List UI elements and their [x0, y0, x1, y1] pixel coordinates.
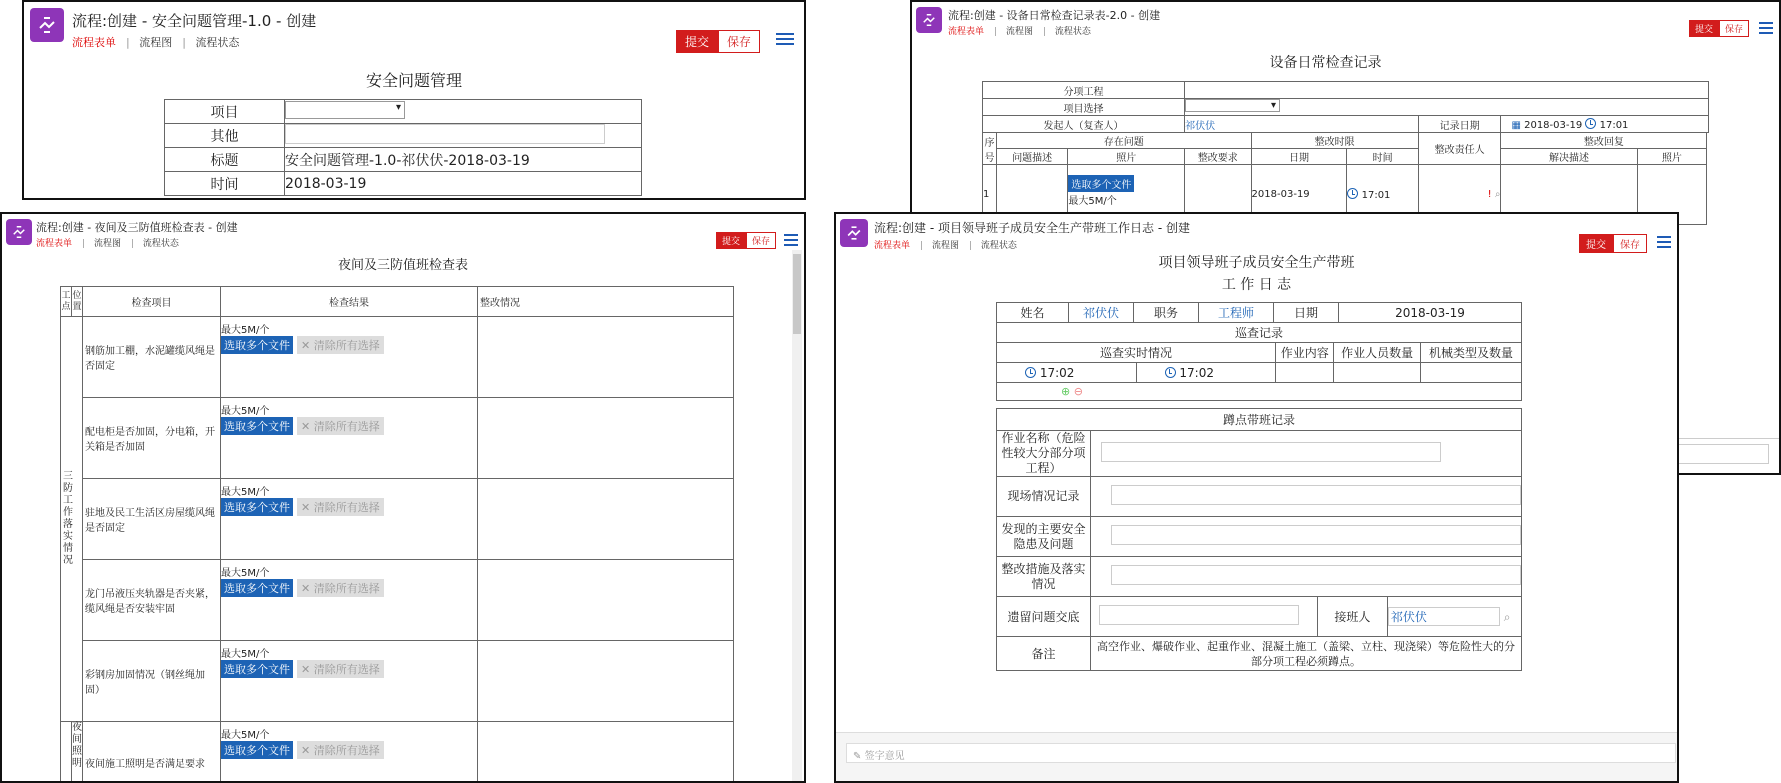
form-table: 分项工程 项目选择 ▾ 发起人（复查人） 祁伏伏 记录日期 ▦ 2018-03-19 17:01 序号 存在问题 整改时限 整改责任人 整改回复 问题描述 照片 整改要求 日期 时间 解决描述 照片 1 选取多个文件 最大5M/个 2018-03-19 17:01 ! ⌕ — [982, 81, 1709, 225]
pick-files-button[interactable]: 选取多个文件 — [1068, 175, 1134, 192]
clock-icon — [1165, 367, 1176, 378]
time-end[interactable]: 17:02 — [1179, 365, 1214, 380]
pick-files-button[interactable]: 选取多个文件 — [221, 579, 293, 597]
max-size-note: 最大5M/个 — [221, 649, 270, 660]
tab-status[interactable]: 流程状态 — [980, 241, 1017, 251]
name-value[interactable]: 祁伏伏 — [1069, 303, 1134, 323]
save-button[interactable]: 保存 — [718, 30, 760, 53]
col-fix: 整改情况 — [478, 287, 734, 317]
col-seq: 序号 — [983, 133, 997, 165]
col-result: 检查结果 — [221, 287, 478, 317]
form-title-line2: 工 作 日 志 — [1221, 277, 1292, 293]
item-label: 驻地及民工生活区房屋缆风绳是否固定 — [83, 479, 221, 560]
tab-status[interactable]: 流程状态 — [142, 239, 179, 249]
window-header — [836, 214, 1677, 254]
tab-status[interactable]: 流程状态 — [1054, 27, 1091, 37]
app-logo-icon — [916, 7, 942, 33]
col-item: 检查项目 — [83, 287, 221, 317]
hazards-input[interactable] — [1111, 525, 1521, 545]
label-remark: 备注 — [997, 637, 1091, 671]
label-record-date: 记录日期 — [1418, 116, 1501, 133]
submit-button[interactable]: 提交 — [716, 232, 746, 249]
col-problem-desc: 问题描述 — [997, 149, 1068, 165]
handover-input[interactable] — [1099, 605, 1299, 625]
sign-input[interactable] — [846, 743, 1676, 763]
col-worker-count: 作业人员数量 — [1334, 343, 1421, 363]
col-site: 工点 — [61, 287, 72, 317]
col-requirement: 整改要求 — [1185, 149, 1251, 165]
label-title: 标题 — [165, 148, 285, 172]
initiator-value[interactable]: 祁伏伏 — [1185, 116, 1419, 133]
label-sub-project: 分项工程 — [983, 82, 1185, 99]
submit-button[interactable]: 提交 — [1579, 234, 1613, 253]
tab-flowchart[interactable]: 流程图 — [931, 241, 959, 251]
table-row — [61, 560, 734, 641]
max-size-note: 最大5M/个 — [221, 325, 270, 336]
menu-icon[interactable] — [784, 231, 798, 249]
save-button[interactable]: 保存 — [746, 232, 776, 249]
form-title: 夜间及三防值班检查表 — [337, 258, 468, 273]
tab-bar: 流程表单 | 流程图 | 流程状态 — [72, 36, 240, 49]
clock-icon — [1585, 118, 1596, 129]
tab-bar: 流程表单 | 流程图 | 流程状态 — [36, 239, 179, 249]
pick-files-button[interactable]: 选取多个文件 — [221, 336, 293, 354]
form-title-line1: 项目领导班子成员安全生产带班 — [1158, 255, 1355, 271]
title-value[interactable]: 安全问题管理-1.0-祁伏伏-2018-03-19 — [285, 148, 642, 172]
search-icon[interactable]: ⌕ — [1494, 189, 1501, 200]
clear-button[interactable]: ✕ 清除所有选择 — [297, 660, 384, 678]
window-title: 流程:创建 - 项目领导班子成员安全生产带班工作日志 - 创建 — [874, 221, 1190, 235]
col-owner: 整改责任人 — [1418, 133, 1501, 165]
window-header — [24, 2, 804, 52]
app-logo-icon — [6, 219, 32, 245]
tab-bar: 流程表单 | 流程图 | 流程状态 — [874, 241, 1017, 251]
form-table — [164, 99, 642, 196]
window-header — [912, 2, 1779, 40]
table-row — [61, 641, 734, 722]
time-value[interactable]: 2018-03-19 — [285, 172, 642, 196]
label-site-record: 现场情况记录 — [997, 477, 1091, 517]
item-label: 夜间施工照明是否满足要求 — [83, 722, 221, 783]
check-table — [60, 286, 734, 783]
tab-flowchart[interactable]: 流程图 — [93, 239, 121, 249]
col-patrol-time: 巡查实时情况 — [997, 343, 1276, 363]
group-label: 夜间照明 — [72, 722, 83, 783]
table-row — [61, 398, 734, 479]
project-select[interactable] — [1185, 99, 1280, 112]
remove-row-icon[interactable]: ⊖ — [1073, 385, 1083, 398]
max-size-note: 最大5M/个 — [221, 730, 270, 741]
clear-button[interactable]: ✕ 清除所有选择 — [297, 579, 384, 597]
label-project-select: 项目选择 — [983, 99, 1185, 116]
search-icon[interactable]: ⌕ — [1503, 610, 1511, 624]
measures-input[interactable] — [1111, 565, 1521, 585]
label-successor: 接班人 — [1317, 597, 1387, 637]
app-logo-icon — [840, 219, 868, 247]
app-logo-icon — [30, 8, 64, 42]
col-deadline: 整改时限 — [1251, 133, 1418, 149]
site-record-input[interactable] — [1111, 485, 1521, 505]
label-initiator: 发起人（复查人） — [983, 116, 1185, 133]
row-number: 1 — [983, 165, 997, 225]
col-work-content: 作业内容 — [1276, 343, 1334, 363]
tab-form[interactable]: 流程表单 — [36, 239, 73, 249]
work-name-input[interactable] — [1101, 442, 1441, 462]
watch-heading: 蹲点带班记录 — [997, 409, 1522, 431]
label-handover: 遗留问题交底 — [997, 597, 1091, 637]
table-row — [61, 317, 734, 398]
label-hazards: 发现的主要安全隐患及问题 — [997, 517, 1091, 557]
col-machine: 机械类型及数量 — [1421, 343, 1522, 363]
label-other: 其他 — [165, 124, 285, 148]
time-start[interactable]: 17:02 — [1039, 365, 1075, 380]
max-size-note: 最大5M/个 — [221, 568, 270, 579]
save-button[interactable]: 保存 — [1613, 234, 1647, 253]
clear-button[interactable]: ✕ 清除所有选择 — [297, 417, 384, 435]
col-date: 日期 — [1251, 149, 1347, 165]
window-title: 流程:创建 - 夜间及三防值班检查表 - 创建 — [36, 221, 238, 234]
col-solution: 解决描述 — [1501, 149, 1637, 165]
table-row — [61, 479, 734, 560]
sub-project-value[interactable] — [1185, 82, 1709, 99]
date-value[interactable]: 2018-03-19 — [1339, 303, 1522, 323]
window-header — [2, 214, 804, 250]
pick-files-button[interactable]: 选取多个文件 — [221, 417, 293, 435]
window-title: 流程:创建 - 安全问题管理-1.0 - 创建 — [72, 12, 317, 30]
tab-form[interactable]: 流程表单 — [874, 241, 911, 251]
col-position: 位置 — [72, 287, 83, 317]
col-time: 时间 — [1347, 149, 1418, 165]
sign-area — [836, 732, 1679, 783]
scrollbar[interactable] — [792, 250, 802, 783]
log-table — [996, 302, 1522, 323]
calendar-icon: ▦ — [1511, 119, 1521, 131]
add-row-icon[interactable]: ⊕ — [1061, 385, 1071, 398]
label-work-name: 作业名称（危险性较大分部分项工程） — [997, 431, 1091, 477]
label-name: 姓名 — [997, 303, 1069, 323]
clear-button[interactable]: ✕ 清除所有选择 — [297, 336, 384, 354]
col-photo: 照片 — [1068, 149, 1185, 165]
row-time[interactable]: 17:01 — [1361, 190, 1391, 201]
row-date[interactable]: 2018-03-19 — [1251, 189, 1310, 200]
menu-icon[interactable] — [1759, 19, 1773, 37]
other-input[interactable] — [285, 124, 605, 144]
window-night-duty — [0, 212, 806, 783]
max-size-note: 最大5M/个 — [221, 406, 270, 417]
col-reply: 整改回复 — [1501, 133, 1707, 149]
label-time: 时间 — [165, 172, 285, 196]
patrol-table — [996, 322, 1522, 401]
record-time[interactable]: 17:01 — [1599, 119, 1629, 131]
tab-flowchart[interactable]: 流程图 — [1005, 27, 1033, 37]
max-size-note: 最大5M/个 — [221, 487, 270, 498]
group-label: 三防工作落实情况 — [61, 317, 83, 722]
record-date[interactable]: 2018-03-19 — [1524, 119, 1583, 131]
tab-form[interactable]: 流程表单 — [72, 36, 116, 49]
tab-bar: 流程表单 | 流程图 | 流程状态 — [948, 27, 1091, 37]
save-button[interactable]: 保存 — [1719, 20, 1749, 37]
project-select[interactable] — [285, 101, 405, 119]
table-row — [61, 722, 734, 783]
item-label: 钢筋加工棚，水泥罐缆风绳是否固定 — [83, 317, 221, 398]
menu-icon[interactable] — [1657, 233, 1671, 251]
remark-text: 高空作业、爆破作业、起重作业、混凝土施工（盖梁、立柱、现浇梁）等危险性大的分部分项工程必须蹲点。 — [1091, 637, 1522, 671]
successor-input[interactable]: 祁伏伏 — [1388, 607, 1500, 626]
pick-files-button[interactable]: 选取多个文件 — [221, 660, 293, 678]
tab-status[interactable]: 流程状态 — [195, 36, 240, 49]
tab-flowchart[interactable]: 流程图 — [139, 36, 173, 49]
window-duty-log — [834, 212, 1679, 783]
item-label: 配电柜是否加固，分电箱，开关箱是否加固 — [83, 398, 221, 479]
max-size-note: 最大5M/个 — [1068, 196, 1117, 207]
clock-icon — [1347, 188, 1358, 199]
item-label: 龙门吊液压夹轨器是否夹紧，缆风绳是否安装牢固 — [83, 560, 221, 641]
submit-button[interactable]: 提交 — [676, 30, 718, 53]
submit-button[interactable]: 提交 — [1689, 20, 1719, 37]
window-title: 流程:创建 - 设备日常检查记录表-2.0 - 创建 — [948, 9, 1161, 22]
col-problem: 存在问题 — [997, 133, 1252, 149]
pencil-icon: ✎ — [853, 751, 862, 762]
label-project: 项目 — [165, 100, 285, 124]
window-safety-issue — [22, 0, 806, 200]
item-label: 彩钢房加固情况（钢丝绳加固） — [83, 641, 221, 722]
label-date: 日期 — [1274, 303, 1339, 323]
watch-table — [996, 408, 1522, 671]
clear-button[interactable]: ✕ 清除所有选择 — [297, 741, 384, 759]
label-measures: 整改措施及落实情况 — [997, 557, 1091, 597]
label-duty: 职务 — [1134, 303, 1199, 323]
col-photo2: 照片 — [1637, 149, 1707, 165]
menu-icon[interactable] — [776, 30, 794, 48]
tab-form[interactable]: 流程表单 — [948, 27, 985, 37]
patrol-heading: 巡查记录 — [997, 323, 1522, 343]
pick-files-button[interactable]: 选取多个文件 — [221, 741, 293, 759]
clock-icon — [1025, 367, 1036, 378]
duty-value[interactable]: 工程师 — [1199, 303, 1274, 323]
form-title: 安全问题管理 — [365, 71, 462, 90]
clear-button[interactable]: ✕ 清除所有选择 — [297, 498, 384, 516]
sign-placeholder: 签字意见 — [864, 751, 905, 762]
form-title: 设备日常检查记录 — [1269, 55, 1382, 71]
pick-files-button[interactable]: 选取多个文件 — [221, 498, 293, 516]
